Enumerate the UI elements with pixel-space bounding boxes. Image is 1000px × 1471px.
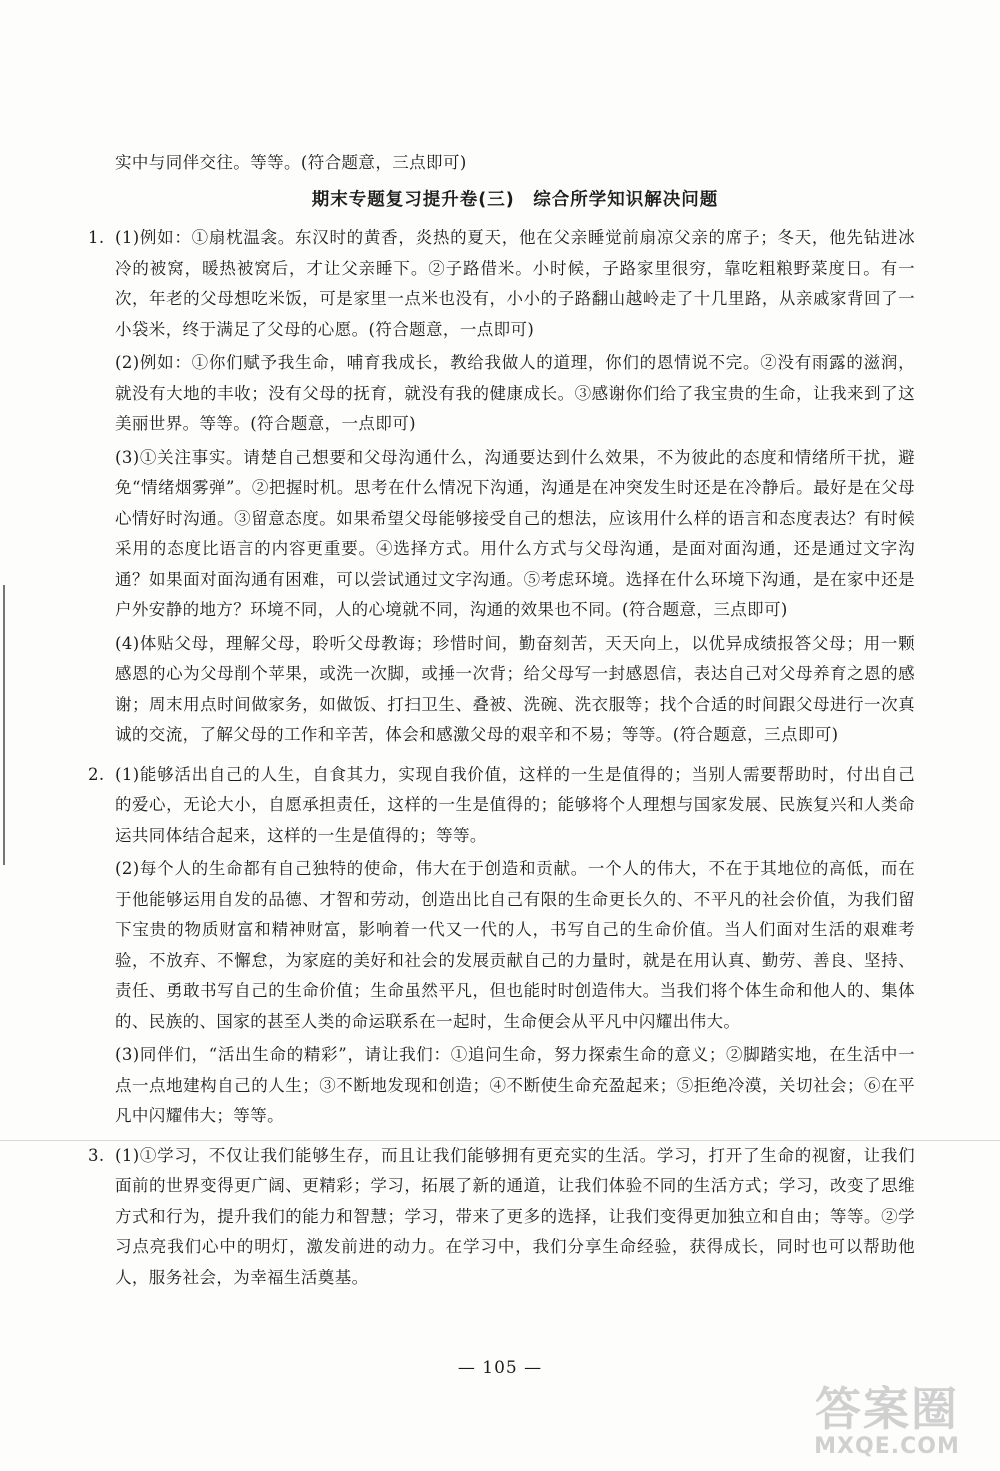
page-content <box>88 148 915 1296</box>
question-2 <box>88 760 915 1135</box>
question-3 <box>88 1141 915 1297</box>
answer-part: (4)体贴父母，理解父母，聆听父母教诲；珍惜时间，勤奋刻苦，天天向上，以优异成绩报答父母；用一颗感恩的心为父母削个苹果，或洗一次脚，或捶一次背；给父母写一封感恩信，表达自己对父母养育之恩的感谢；周末用点时间做家务，如做饭、打扫卫生、叠被、洗碗、洗衣服等；找个合适的时间跟父母进行一次真诚的交流，了解父母的工作和辛苦，体会和感激父母的艰辛和不易；等等。(符合题意，三点即可) <box>115 633 915 744</box>
page-number: — 105 — <box>457 1358 543 1378</box>
site-watermark-logo <box>792 1384 982 1459</box>
watermark-url: MXQE.COM <box>814 1434 960 1459</box>
question-number: 3. <box>88 1145 105 1165</box>
answer-part: (1)①学习，不仅让我们能够生存，而且让我们能够拥有更充实的生活。学习，打开了生命的视窗，让我们面前的世界变得更广阔、更精彩；学习，拓展了新的通道，让我们体验不同的生活方式；学习，改变了思维方式和行为，提升我们的能力和智慧；学习，带来了更多的选择，让我们变得更加独立和自由；等等。②学习点亮我们心中的明灯，激发前进的动力。在学习中，我们分享生命经验，获得成长，同时也可以帮助他人，服务社会，为幸福生活奠基。 <box>115 1145 915 1287</box>
answer-part: (3)同伴们，“活出生命的精彩”，请让我们：①追问生命，努力探索生命的意义；②脚踏实地，在生活中一点一点地建构自己的人生；③不断地发现和创造；④不断使生命充盈起来；⑤拒绝冷漠，关切社会；⑥在平凡中闪耀伟大；等等。 <box>115 1045 915 1125</box>
answer-part: (3)①关注事实。请楚自己想要和父母沟通什么，沟通要达到什么效果，不为彼此的态度和情绪所干扰，避免“情绪烟雾弹”。②把握时机。思考在什么情况下沟通，沟通是在冲突发生时还是在冷静后。最好是在父母心情好时沟通。③留意态度。如果希望父母能够接受自己的想法，应该用什么样的语言和态度表达？有时候采用的态度比语言的内容更重要。④选择方式。用什么方式与父母沟通，是面对面沟通，还是通过文字沟通？如果面对面沟通有困难，可以尝试通过文字沟通。⑤考虑环境。选择在什么环境下沟通，是在家中还是户外安静的地方？环境不同，人的心境就不同，沟通的效果也不同。(符合题意，三点即可) <box>115 447 915 619</box>
question-number: 2. <box>88 764 105 784</box>
answer-part: (1)例如：①扇枕温衾。东汉时的黄香，炎热的夏天，他在父亲睡觉前扇凉父亲的席子；冬天，他先钻进冰冷的被窝，暖热被窝后，才让父亲睡下。②子路借米。小时候，子路家里很穷，靠吃粗粮野菜度日。有一次，年老的父母想吃米饭，可是家里一点米也没有，小小的子路翻山越岭走了十几里路，从亲戚家背回了一小袋米，终于满足了父母的心愿。(符合题意，一点即可) <box>115 228 915 339</box>
answer-part: (1)能够活出自己的人生，自食其力，实现自我价值，这样的一生是值得的；当别人需要帮助时，付出自己的爱心，无论大小，自愿承担责任，这样的一生是值得的；能够将个人理想与国家发展、民族复兴和人类命运共同体结合起来，这样的一生是值得的；等等。 <box>115 764 915 845</box>
question-number: 1. <box>88 228 105 247</box>
answer-part: (2)每个人的生命都有自己独特的使命，伟大在于创造和贡献。一个人的伟大，不在于其地位的高低，而在于他能够运用自发的品德、才智和劳动，创造出比自己有限的生命更长久的、不平凡的社会价值，为我们留下宝贵的物质财富和精神财富，影响着一代又一代的人，书写自己的生命价值。当人们面对生活的艰难考验，不放弃、不懈怠，为家庭的美好和社会的发展贡献自己的力量时，就是在用认真、勤劳、善良、坚持、责任、勇敢书写自己的生命价值；生命虽然平凡，但也能时时创造伟大。当我们将个体生命和他人的、集体的、民族的、国家的甚至人类的命运联系在一起时，生命便会从平凡中闪耀出伟大。 <box>115 859 915 1031</box>
answer-part: (2)例如：①你们赋予我生命，哺育我成长，教给我做人的道理，你们的恩情说不完。②没有雨露的滋润，就没有大地的丰收；没有父母的抚育，就没有我的健康成长。③感谢你们给了我宝贵的生命，让我来到了这美丽世界。等等。(符合题意，一点即可) <box>115 353 915 433</box>
section-title: 期末专题复习提升卷(三) 综合所学知识解决问题 <box>311 189 719 210</box>
question-1 <box>88 223 915 754</box>
binding-edge-mark <box>3 585 5 865</box>
watermark-title: 答案圈 <box>815 1382 959 1436</box>
intro-line: 实中与同伴交往。等等。(符合题意，三点即可) <box>115 153 467 172</box>
